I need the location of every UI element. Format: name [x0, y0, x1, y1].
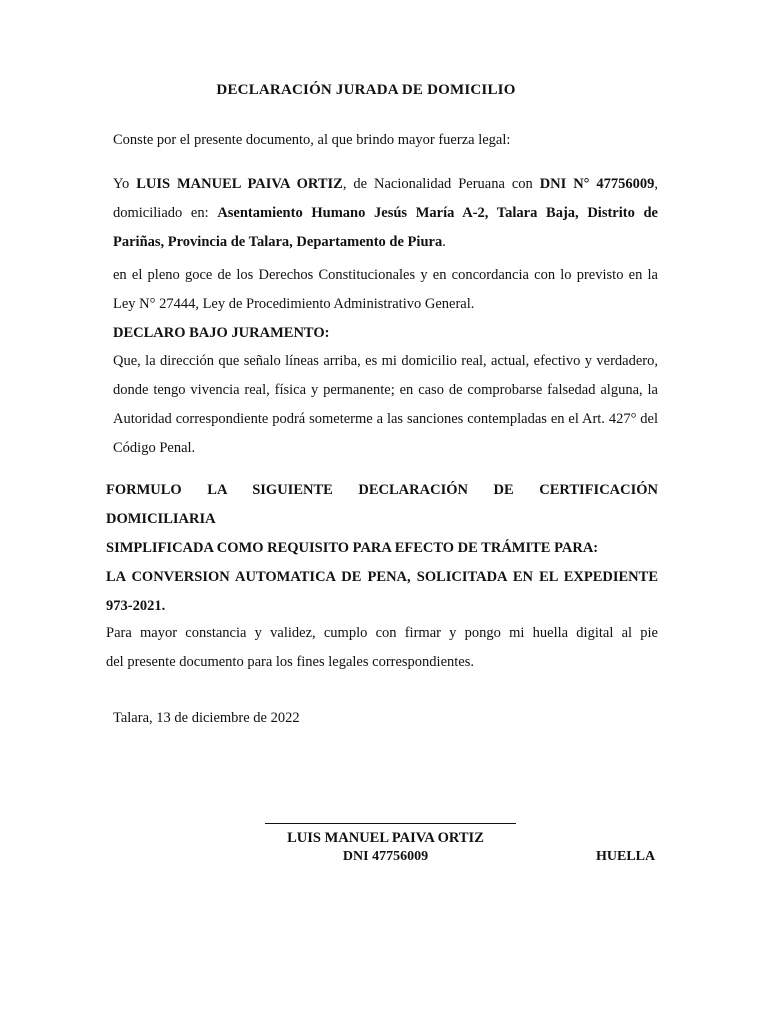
rights-text: en el pleno goce de los Derechos Constitucionales y en concordancia con lo previsto en la Ley N° 27444, Ley de Procedimiento Administrativo General. [113, 267, 658, 312]
formulo-line-2: SIMPLIFICADA COMO REQUISITO PARA EFECTO DE TRÁMITE PARA: [106, 540, 599, 556]
domicile-prefix: , domiciliado en: [113, 176, 659, 221]
oath-text: Que, la dirección que señalo líneas arriba, es mi domicilio real, actual, efectivo y verdadero, donde tengo vivencia real, física y permanente; en caso de comprobarse falsedad alguna, la Autoridad correspondiente podrá someterme a las sanciones contempladas en el Art. 427° del Código Penal. [113, 353, 658, 456]
oath-paragraph [113, 347, 658, 463]
declarant-dni: DNI N° 47756009 [539, 176, 655, 192]
para1-end: . [442, 234, 446, 250]
nationality-text: , de Nacionalidad Peruana con [342, 176, 540, 192]
formulo-paragraph [106, 476, 658, 621]
document-date: Talara, 13 de diciembre de 2022 [113, 710, 300, 726]
closing-line-2: del presente documento para los fines legales correspondientes. [106, 654, 475, 670]
signature-line [265, 823, 516, 824]
declaro-heading: DECLARO BAJO JURAMENTO: [113, 325, 330, 341]
closing-line-1: Para mayor constancia y validez, cumplo con firmar y pongo mi huella digital al pie [106, 625, 658, 641]
intro-text: Conste por el presente documento, al que brindo mayor fuerza legal: [113, 132, 511, 148]
declarant-paragraph [113, 170, 658, 257]
declarant-name: LUIS MANUEL PAIVA ORTIZ [136, 176, 343, 192]
document-title: DECLARACIÓN JURADA DE DOMICILIO [216, 82, 516, 98]
rights-paragraph [113, 261, 658, 319]
signature-dni: DNI 47756009 [342, 849, 429, 864]
formulo-line-4: 973-2021. [106, 598, 166, 614]
formulo-line-1: FORMULO LA SIGUIENTE DECLARACIÓN DE CERTIFICACIÓN DOMICILIARIA [106, 482, 658, 527]
intro-paragraph [113, 126, 673, 155]
huella-label: HUELLA [596, 849, 656, 864]
declarant-address: Asentamiento Humano Jesús María A-2, Talara Baja, Distrito de Pariñas, Provincia de Talara, Departamento de Piura [113, 205, 658, 250]
yo-text: Yo [113, 176, 137, 192]
closing-paragraph [106, 619, 658, 677]
signature-name: LUIS MANUEL PAIVA ORTIZ [287, 830, 484, 846]
formulo-line-3: LA CONVERSION AUTOMATICA DE PENA, SOLICITADA EN EL EXPEDIENTE [106, 569, 658, 585]
